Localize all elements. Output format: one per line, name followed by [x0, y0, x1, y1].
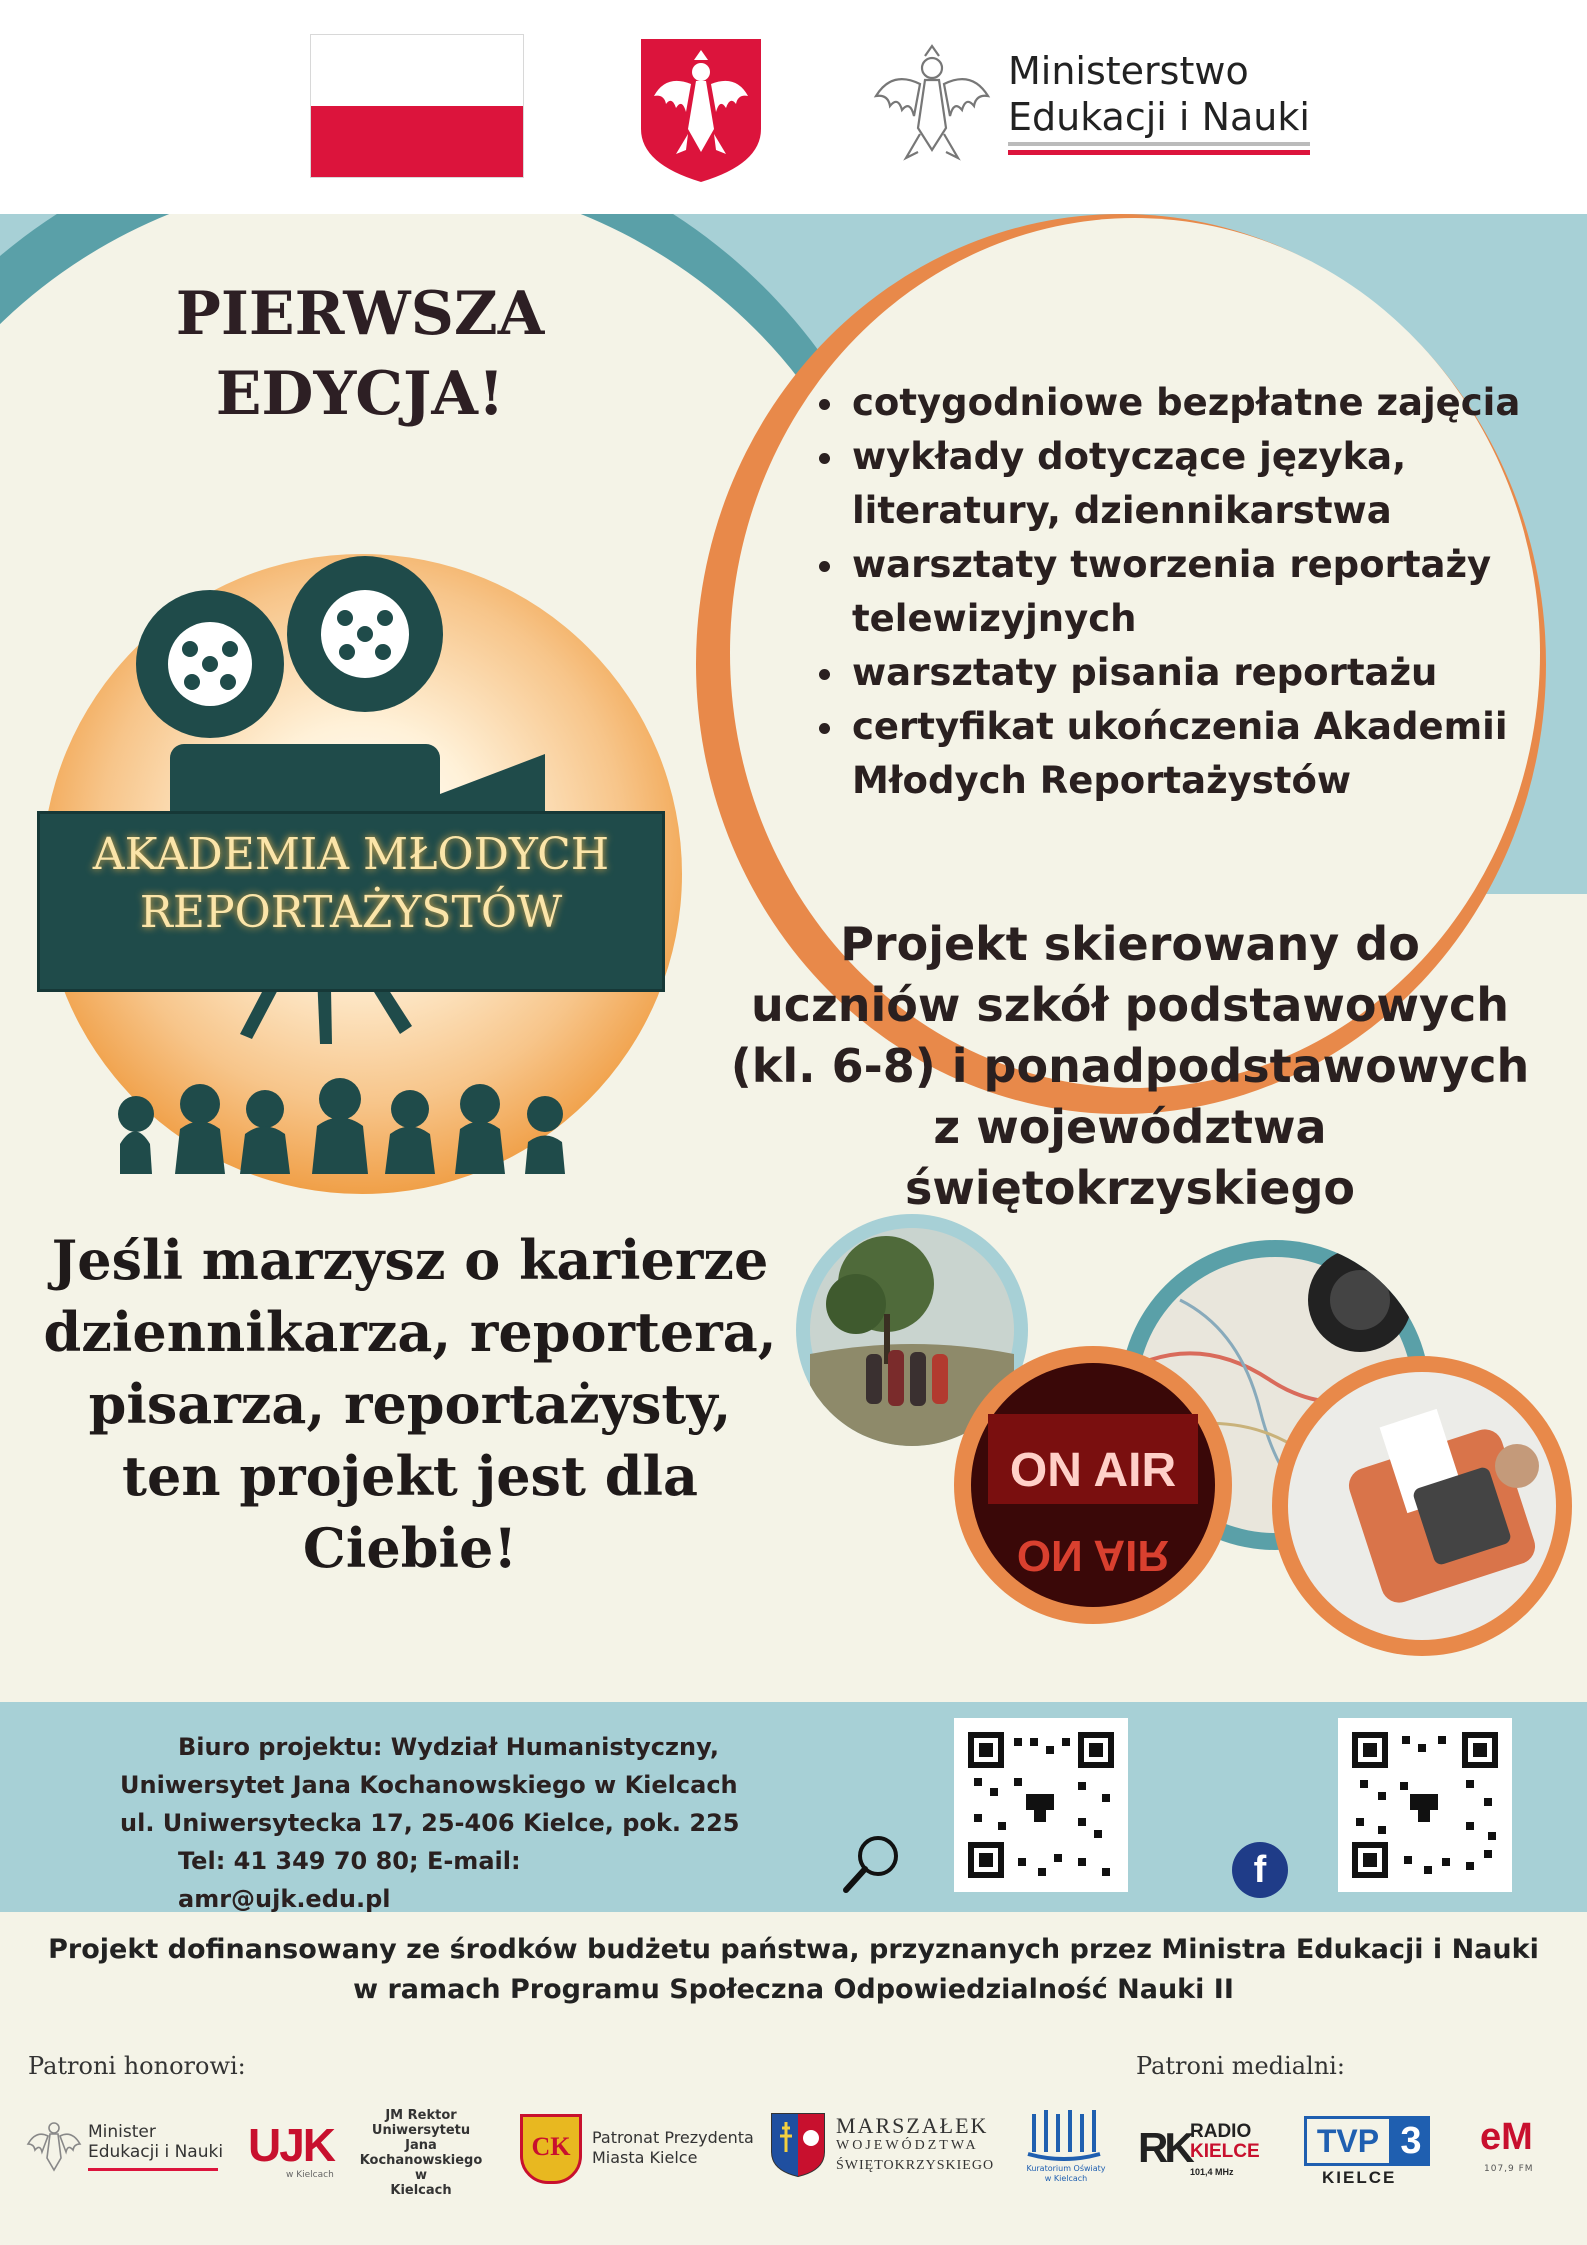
magnifier-icon [838, 1828, 908, 1898]
minister-patron-logo [26, 2108, 226, 2186]
office-line1: Biuro projektu: Wydział Humanistyczny, [178, 1733, 719, 1761]
kuratorium-line1: Kuratorium Oświaty [1026, 2164, 1106, 2173]
kuratorium-text [1016, 2164, 1116, 2184]
president-line2: Miasta Kielce [592, 2148, 698, 2167]
radio-text [1190, 2122, 1260, 2182]
academy-line1: AKADEMIA MŁODYCH [92, 829, 610, 880]
dream-line3: pisarza, reportażysty, [88, 1372, 732, 1436]
polish-eagle-icon [636, 34, 766, 184]
on-air-photo [954, 1346, 1232, 1624]
radio-kielce-logo [1138, 2108, 1260, 2186]
on-air-photo-frame [954, 1346, 1232, 1624]
voivodeship-crest-icon [770, 2112, 826, 2178]
target-audience [690, 914, 1570, 1219]
rector-line4: Kielcach [390, 2183, 452, 2198]
target-line1: Projekt skierowany do [840, 917, 1420, 971]
qr-code-icon [1338, 1718, 1512, 1892]
kielce-president-patron [520, 2108, 760, 2186]
marshal-text [836, 2113, 995, 2176]
minister-patron-text [88, 2122, 223, 2162]
office-line3: ul. Uniwersytecka 17, 25-406 Kielce, pok. 225 [120, 1809, 740, 1837]
feature-item: • warsztaty tworzenia reportaży telewizyjnych [848, 538, 1528, 646]
header-bar [0, 0, 1587, 214]
kuratorium-line2: w Kielcach [1044, 2174, 1088, 2183]
academy-logo-text [40, 826, 662, 942]
radio-em-logo [1470, 2108, 1570, 2186]
dream-line2: dziennikarza, reportera, [43, 1300, 777, 1364]
edition-heading [150, 274, 570, 434]
office-address [120, 1728, 740, 1918]
ujk-mark: UJK [248, 2119, 335, 2171]
radio-mark: RK [1138, 2124, 1191, 2171]
feature-item: • certyfikat ukończenia Akademii Młodych Reportażystów [848, 700, 1528, 808]
honorary-patrons-label: Patroni honorowi: [28, 2052, 246, 2080]
typewriter-photo [1272, 1356, 1572, 1656]
minister-line2: Edukacji i Nauki [88, 2142, 224, 2162]
flag-white-stripe [311, 35, 523, 106]
minister-red-bar [88, 2168, 218, 2171]
marshal-line1: MARSZAŁEK [836, 2113, 989, 2138]
rector-patron [356, 2108, 486, 2198]
typewriter-photo-frame [1272, 1356, 1572, 1656]
features-list [800, 376, 1528, 808]
radio-line1: RADIO [1190, 2121, 1252, 2142]
funding-line2: w ramach Programu Społeczna Odpowiedzialność Nauki II [353, 1974, 1234, 2005]
polish-flag [310, 34, 524, 178]
president-text [592, 2128, 754, 2168]
dream-line4: ten projekt jest dla Ciebie! [122, 1444, 698, 1580]
ministry-logo [870, 38, 1310, 178]
ministry-gray-bar [1008, 142, 1310, 146]
radio-frequency: 101,4 MHz [1190, 2167, 1234, 2177]
target-line5: świętokrzyskiego [905, 1161, 1355, 1215]
ministry-name [1008, 48, 1310, 140]
tvp3-logo [1304, 2108, 1434, 2186]
ujk-subtitle: w Kielcach [286, 2170, 334, 2180]
rector-line3: Kochanowskiego w [359, 2153, 483, 2183]
president-line1: Patronat Prezydenta [592, 2128, 754, 2147]
on-air-sign: ON AIR [1009, 1444, 1177, 1497]
qr-code-facebook[interactable] [1338, 1718, 1512, 1892]
office-line4: Tel: 41 349 70 80; E-mail: amr@ujk.edu.pl [178, 1847, 521, 1913]
tvp-mark: TVP [1304, 2116, 1392, 2166]
flag-red-stripe [311, 106, 523, 177]
dream-line1: Jeśli marzysz o karierze [51, 1228, 769, 1292]
edition-line1: PIERWSZA [175, 279, 545, 349]
feature-item: • cotygodniowe bezpłatne zajęcia [848, 376, 1528, 430]
feature-item: • warsztaty pisania reportażu [848, 646, 1528, 700]
target-line3: (kl. 6-8) i ponadpodstawowych [730, 1039, 1530, 1093]
target-line2: uczniów szkół podstawowych [750, 978, 1510, 1032]
ministry-red-bar [1008, 150, 1310, 155]
media-patrons-label: Patroni medialni: [1136, 2052, 1345, 2080]
poster-main [0, 214, 1587, 1702]
dream-callout [10, 1224, 810, 1584]
ujk-logo [248, 2108, 338, 2186]
qr-code-website[interactable] [954, 1718, 1128, 1892]
marshal-line3: ŚWIĘTOKRZYSKIEGO [836, 2158, 995, 2173]
books-icon [1024, 2108, 1104, 2162]
rector-line2: Uniwersytetu Jana [371, 2123, 471, 2153]
marshal-patron [770, 2108, 1006, 2186]
academy-line2: REPORTAŻYSTÓW [139, 887, 563, 938]
kuratorium-patron [1016, 2108, 1116, 2186]
qr-code-icon [954, 1718, 1128, 1892]
feature-item: • wykłady dotyczące języka, literatury, dziennikarstwa [848, 430, 1528, 538]
office-line2: Uniwersytet Jana Kochanowskiego w Kielcach [120, 1771, 738, 1799]
radio-line2: KIELCE [1190, 2141, 1260, 2162]
funding-note [0, 1930, 1587, 2010]
minister-line1: Minister [88, 2122, 156, 2142]
marshal-line2: WOJEWÓDZTWA [836, 2138, 979, 2153]
ministry-name-line1: Ministerstwo [1008, 49, 1249, 93]
tvp-number: 3 [1392, 2116, 1430, 2166]
em-frequency: 107,9 FM [1484, 2164, 1534, 2174]
tvp-city: KIELCE [1322, 2168, 1397, 2187]
funding-line1: Projekt dofinansowany ze środków budżetu państwa, przyznanych przez Ministra Edukacji i Nauki [48, 1934, 1539, 1965]
contact-footer [0, 1702, 1587, 1912]
target-line4: z województwa [933, 1100, 1327, 1154]
on-air-reflection: ON AIR [1016, 1531, 1170, 1580]
facebook-icon[interactable]: f [1232, 1842, 1288, 1898]
em-mark: eM [1480, 2116, 1533, 2158]
edition-line2: EDYCJA! [215, 359, 505, 429]
kielce-crest-icon: CK [520, 2114, 582, 2184]
rector-line1: JM Rektor [385, 2108, 457, 2123]
ministry-name-line2: Edukacji i Nauki [1008, 95, 1310, 139]
eagle-icon [26, 2114, 82, 2176]
eagle-icon [870, 38, 994, 168]
